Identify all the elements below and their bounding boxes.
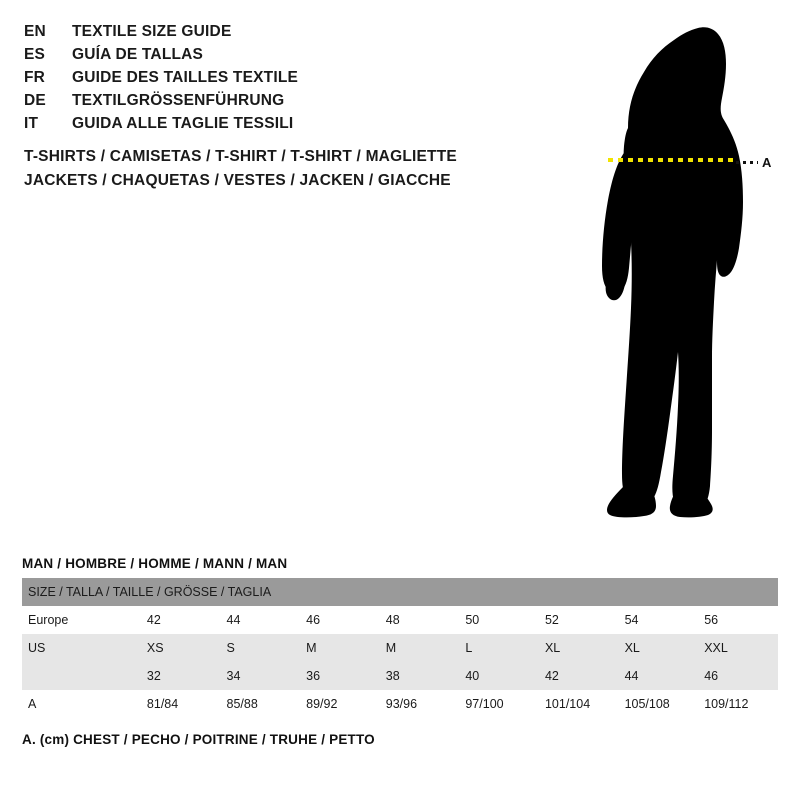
language-title: GUÍA DE TALLAS	[72, 46, 204, 63]
cell: 97/100	[459, 690, 539, 718]
measure-leader-dots	[736, 161, 758, 164]
cell: 48	[380, 606, 460, 634]
cell: XS	[141, 634, 221, 662]
cell: 36	[300, 662, 380, 690]
cell: 109/112	[698, 690, 778, 718]
table-header-row	[22, 578, 778, 606]
cell: 32	[141, 662, 221, 690]
cell: L	[459, 634, 539, 662]
language-title: GUIDA ALLE TAGLIE TESSILI	[72, 115, 294, 132]
cell: 54	[619, 606, 699, 634]
cell: 40	[459, 662, 539, 690]
size-table	[22, 578, 778, 718]
cell: 85/88	[221, 690, 301, 718]
category-list	[24, 145, 624, 193]
cell: 44	[619, 662, 699, 690]
cell: M	[300, 634, 380, 662]
cell: XL	[539, 634, 619, 662]
language-code: FR	[24, 69, 46, 86]
language-title: GUIDE DES TAILLES TEXTILE	[72, 69, 299, 86]
table-row	[22, 690, 778, 718]
language-title: TEXTILE SIZE GUIDE	[72, 23, 232, 40]
row-label: A	[22, 690, 141, 718]
cell: 101/104	[539, 690, 619, 718]
cell: 50	[459, 606, 539, 634]
cell: 34	[221, 662, 301, 690]
cell: 81/84	[141, 690, 221, 718]
language-row	[24, 66, 544, 89]
footnote: A. (cm) CHEST / PECHO / POITRINE / TRUHE / PETTO	[22, 732, 375, 747]
table-title: MAN / HOMBRE / HOMME / MANN / MAN	[22, 556, 288, 571]
silhouette-icon	[540, 10, 790, 540]
row-label: Europe	[22, 606, 141, 634]
language-row	[24, 112, 544, 135]
cell: 46	[300, 606, 380, 634]
language-row	[24, 43, 544, 66]
language-list	[24, 20, 544, 135]
category-jackets: JACKETS / CHAQUETAS / VESTES / JACKEN / GIACCHE	[24, 172, 451, 189]
cell: 105/108	[619, 690, 699, 718]
cell: M	[380, 634, 460, 662]
measure-label-a: A	[762, 155, 772, 170]
cell: XL	[619, 634, 699, 662]
cell: 46	[698, 662, 778, 690]
cell: 38	[380, 662, 460, 690]
row-label	[22, 662, 141, 690]
male-silhouette-figure	[540, 10, 790, 540]
language-row	[24, 20, 544, 43]
language-title: TEXTILGRÖSSENFÜHRUNG	[72, 92, 285, 109]
size-table-section	[22, 556, 778, 718]
table-row	[22, 634, 778, 662]
category-tshirts: T-SHIRTS / CAMISETAS / T-SHIRT / T-SHIRT / MAGLIETTE	[24, 148, 457, 165]
cell: 52	[539, 606, 619, 634]
table-row	[22, 662, 778, 690]
cell: XXL	[698, 634, 778, 662]
language-code: DE	[24, 92, 46, 109]
language-code: EN	[24, 23, 46, 40]
cell: 93/96	[380, 690, 460, 718]
cell: 56	[698, 606, 778, 634]
cell: 44	[221, 606, 301, 634]
cell: S	[221, 634, 301, 662]
cell: 42	[141, 606, 221, 634]
language-row	[24, 89, 544, 112]
table-header-label: SIZE / TALLA / TAILLE / GRÖSSE / TAGLIA	[22, 578, 778, 606]
cell: 42	[539, 662, 619, 690]
language-code: IT	[24, 115, 39, 132]
row-label: US	[22, 634, 141, 662]
cell: 89/92	[300, 690, 380, 718]
table-row	[22, 606, 778, 634]
language-code: ES	[24, 46, 46, 63]
